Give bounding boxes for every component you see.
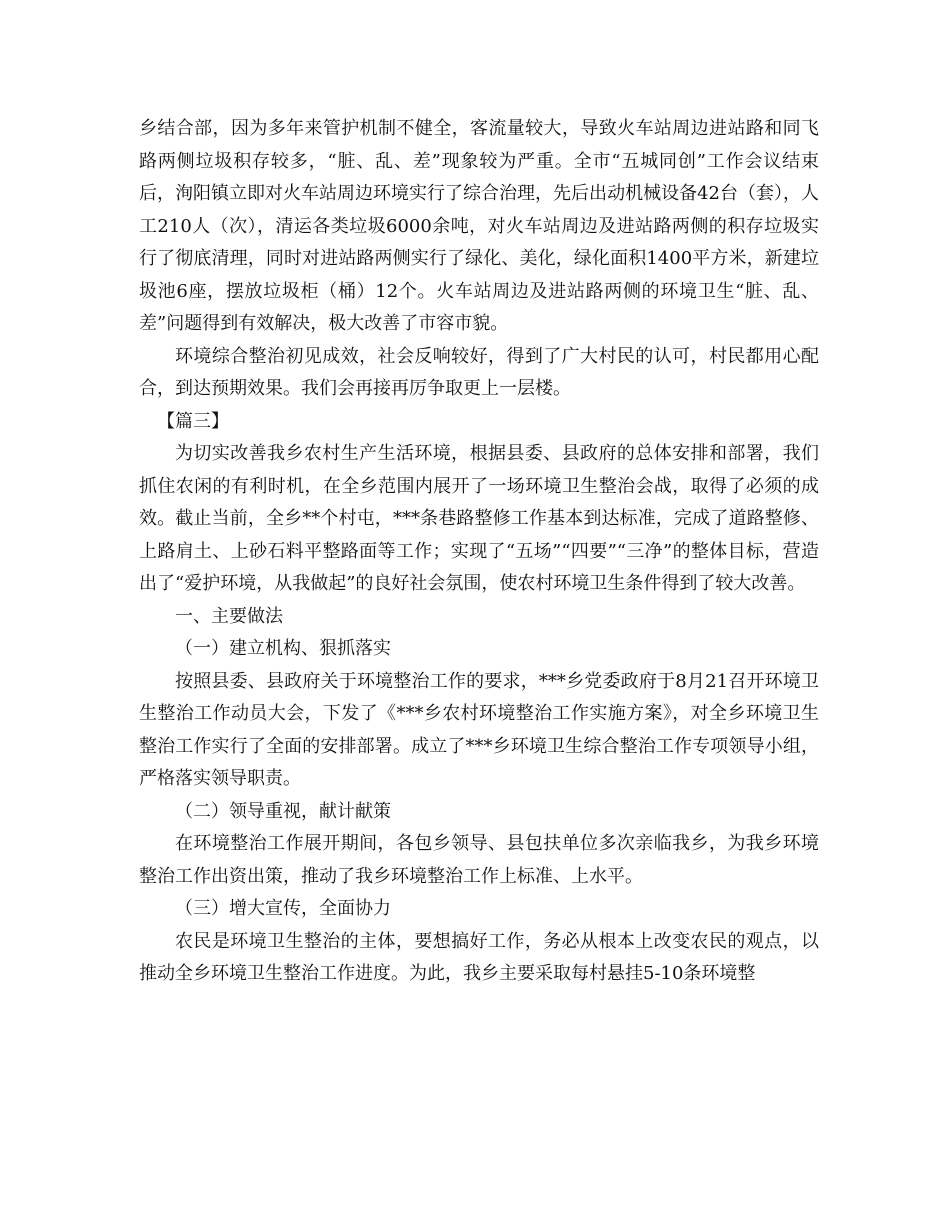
paragraph-intro: 为切实改善我乡农村生产生活环境，根据县委、县政府的总体安排和部署，我们抓住农闲的有利时机，在全乡范围内展开了一场环境卫生整治会战，取得了必须的成效。截止当前，全乡**个村屯，***条巷路整修工作基本到达标准，完成了道路整修、上路肩土、上砂石料平整路面等工作；实现了“五场”“四要”“三净”的整体目标，营造出了“爱护环境，从我做起”的良好社会氛围，使农村环境卫生条件得到了较大改善。	[139, 443, 819, 594]
document-body	[139, 113, 819, 991]
paragraph-publicity: 农民是环境卫生整治的主体，要想搞好工作，务必从根本上改变农民的观点，以推动全乡环境卫生整治工作进度。为此，我乡主要采取每村悬挂5-10条环境整	[139, 930, 819, 984]
paragraph-results: 环境综合整治初见成效，社会反响较好，得到了广大村民的认可，村民都用心配合，到达预期效果。我们会再接再厉争取更上一层楼。	[139, 345, 819, 399]
subheading-one: （一）建立机构、狠抓落实	[175, 638, 391, 659]
section-title-part-three: 【篇三】	[157, 410, 229, 432]
paragraph-continuation: 乡结合部，因为多年来管护机制不健全，客流量较大，导致火车站周边进站路和同飞路两侧垃圾积存较多，“脏、乱、差”现象较为严重。全市“五城同创”工作会议结束后，洵阳镇立即对火车站周边环境实行了综合治理，先后出动机械设备42台（套），人工210人（次），清运各类垃圾6000余吨，对火车站周边及进站路两侧的积存垃圾实行了彻底清理，同时对进站路两侧实行了绿化、美化，绿化面积1400平方米，新建垃圾池6座，摆放垃圾柜（桶）12个。火车站周边及进站路两侧的环境卫生“脏、乱、差”问题得到有效解决，极大改善了市容市貌。	[139, 118, 819, 334]
heading-main-methods: 一、主要做法	[175, 605, 283, 627]
paragraph-leadership: 在环境整治工作展开期间，各包乡领导、县包扶单位多次亲临我乡，为我乡环境整治工作出资出策，推动了我乡环境整治工作上标准、上水平。	[139, 833, 819, 887]
subheading-two: （二）领导重视，献计献策	[175, 800, 391, 822]
paragraph-organization: 按照县委、县政府关于环境整治工作的要求，***乡党委政府于8月21召开环境卫生整治工作动员大会，下发了《***乡农村环境整治工作实施方案》，对全乡环境卫生整治工作实行了全面的安排部署。成立了***乡环境卫生综合整治工作专项领导小组，严格落实领导职责。	[139, 670, 819, 789]
subheading-three: （三）增大宣传，全面协力	[175, 898, 391, 919]
